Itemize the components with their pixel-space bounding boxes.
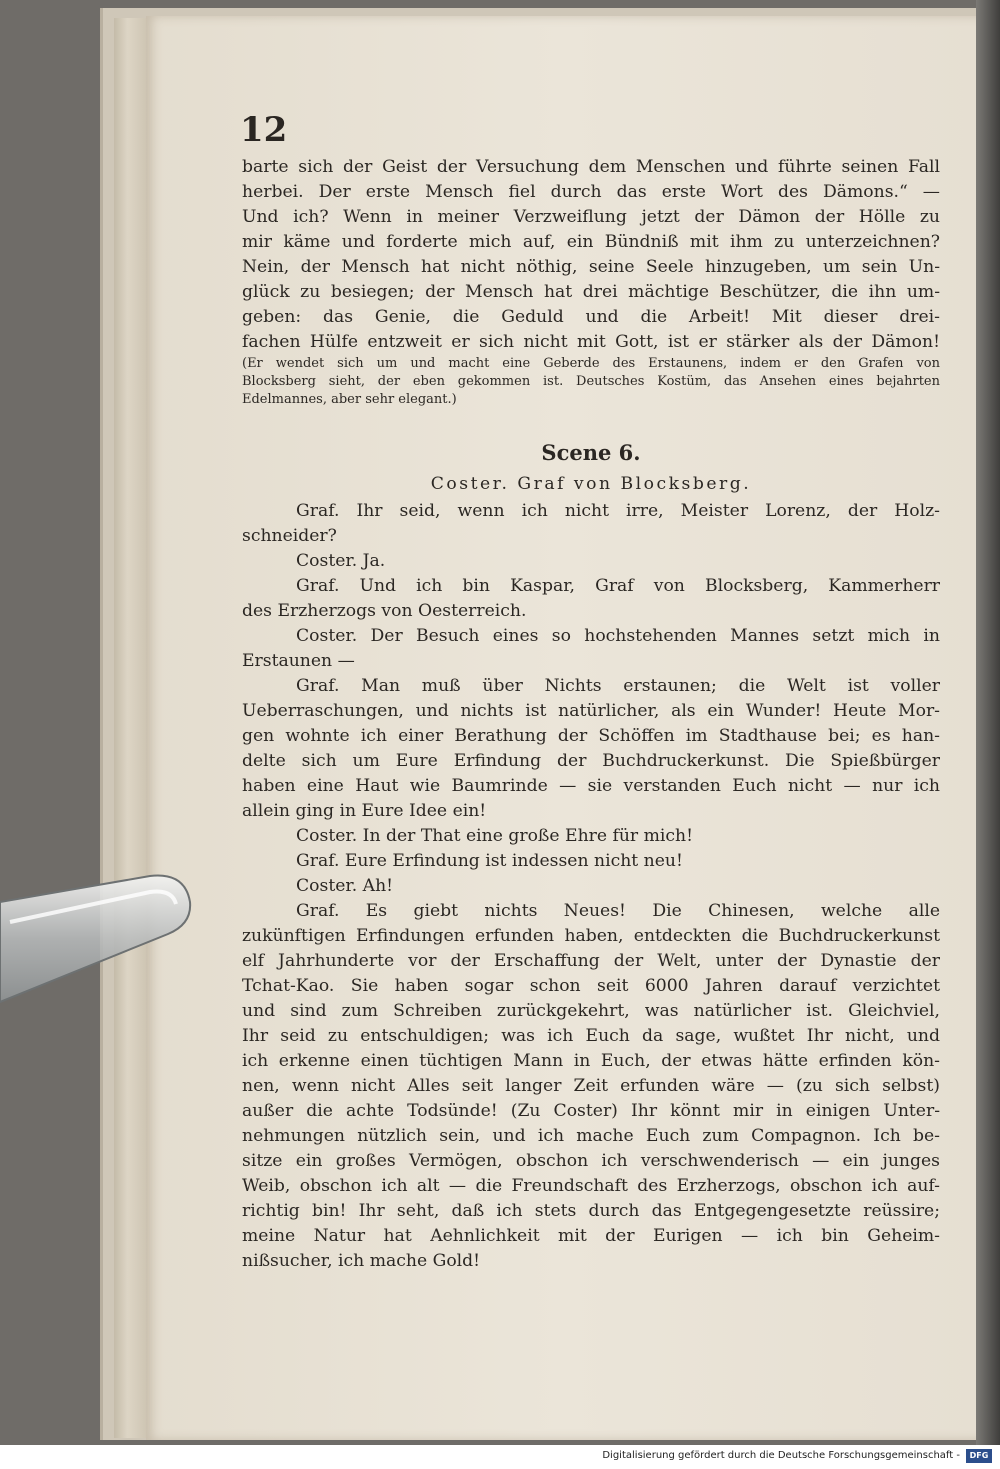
text-line: Ueberraschungen, und nichts ist natürlicher, als ein Wunder! Heute Mor- [242,701,940,721]
footer-credit-text: Digitalisierung gefördert durch die Deutsche Forschungsgemeinschaft - [602,1450,960,1461]
text-line: Coster. In der That eine große Ehre für mich! [296,826,694,846]
text-line: Graf. Es giebt nichts Neues! Die Chinesen, welche alle [296,901,940,921]
text-line: Coster. Ah! [296,876,394,896]
text-line: herbei. Der erste Mensch fiel durch das erste Wort des Dämons.“ — [242,182,940,202]
text-line: Graf. Ihr seid, wenn ich nicht irre, Meister Lorenz, der Holz- [296,501,940,521]
text-line: sitze ein großes Vermögen, obschon ich verschwenderisch — ein junges [242,1151,940,1171]
text-line: nißsucher, ich mache Gold! [242,1251,481,1271]
text-line: Blocksberg sieht, der eben gekommen ist. Deutsches Kostüm, das Ansehen eines bejahrten [242,374,940,389]
intro-paragraph [242,155,940,409]
page-edge-stack [114,18,148,1438]
text-line: gen wohnte ich einer Berathung der Schöffen im Stadthause bei; es han- [242,726,940,746]
dialogue-block [242,499,940,1274]
page-number: 12 [240,110,288,150]
text-line: meine Natur hat Aehnlichkeit mit der Eurigen — ich bin Geheim- [242,1226,940,1246]
glass-pointer-tool [0,862,192,1012]
text-line: delte sich um Eure Erfindung der Buchdruckerkunst. Die Spießbürger [242,751,940,771]
gutter-shadow [976,0,1000,1445]
text-line: richtig bin! Ihr seht, daß ich stets durch das Entgegengesetzte reüssire; [242,1201,940,1221]
text-line: außer die achte Todsünde! (Zu Coster) Ihr könnt mir in einigen Unter- [242,1101,940,1121]
text-line: Weib, obschon ich alt — die Freundschaft des Erzherzogs, obschon ich auf- [242,1176,940,1196]
text-line: ich erkenne einen tüchtigen Mann in Euch, der etwas hätte erfinden kön- [242,1051,940,1071]
text-line: Coster. Der Besuch eines so hochstehenden Mannes setzt mich in [296,626,940,646]
text-line: Und ich? Wenn in meiner Verzweiflung jetzt der Dämon der Hölle zu [242,207,940,227]
page-text-block [242,155,940,1274]
text-line: allein ging in Eure Idee ein! [242,801,487,821]
text-line: zukünftigen Erfindungen erfunden haben, entdeckten die Buchdruckerkunst [242,926,940,946]
text-line: Erstaunen — [242,651,355,671]
text-line: (Er wendet sich um und macht eine Geberde des Erstaunens, indem er den Grafen von [242,356,940,371]
text-line: elf Jahrhunderte vor der Erschaffung der Welt, unter der Dynastie der [242,951,940,971]
scene-persons: Coster. Graf von Blocksberg. [430,474,752,494]
text-line: glück zu besiegen; der Mensch hat drei mächtige Beschützer, die ihn um- [242,282,940,302]
text-line: Graf. Man muß über Nichts erstaunen; die Welt ist voller [296,676,940,696]
text-line: Ihr seid zu entschuldigen; was ich Euch da sage, wußtet Ihr nicht, und [242,1026,940,1046]
text-line: Graf. Eure Erfindung ist indessen nicht neu! [296,851,683,871]
text-line: nen, wenn nicht Alles seit langer Zeit erfunden wäre — (zu sich selbst) [242,1076,940,1096]
scene-title: Scene 6. [541,440,641,465]
text-line: haben eine Haut wie Baumrinde — sie verstanden Euch nicht — nur ich [242,776,940,796]
text-line: geben: das Genie, die Geduld und die Arbeit! Mit dieser drei- [242,307,940,327]
text-line: nehmungen nützlich sein, und ich mache Euch zum Compagnon. Ich be- [242,1126,940,1146]
text-line: Nein, der Mensch hat nicht nöthig, seine Seele hinzugeben, um sein Un- [242,257,940,277]
text-line: Edelmannes, aber sehr elegant.) [242,392,457,407]
text-line: Tchat-Kao. Sie haben sogar schon seit 6000 Jahren darauf verzichtet [242,976,940,996]
text-line: barte sich der Geist der Versuchung dem Menschen und führte seinen Fall [242,157,940,177]
text-line: mir käme und forderte mich auf, ein Bündniß mit ihm zu unterzeichnen? [242,232,940,252]
dfg-logo: DFG [966,1449,992,1463]
text-line: Coster. Ja. [296,551,386,571]
text-line: und sind zum Schreiben zurückgekehrt, was natürlicher ist. Gleichviel, [242,1001,940,1021]
text-line: schneider? [242,526,337,546]
text-line: Graf. Und ich bin Kaspar, Graf von Blocksberg, Kammerherr [296,576,940,596]
text-line: fachen Hülfe entzweit er sich nicht mit Gott, ist er stärker als der Dämon! [242,332,940,352]
text-line: des Erzherzogs von Oesterreich. [242,601,527,621]
footer-bar [0,1445,1000,1469]
